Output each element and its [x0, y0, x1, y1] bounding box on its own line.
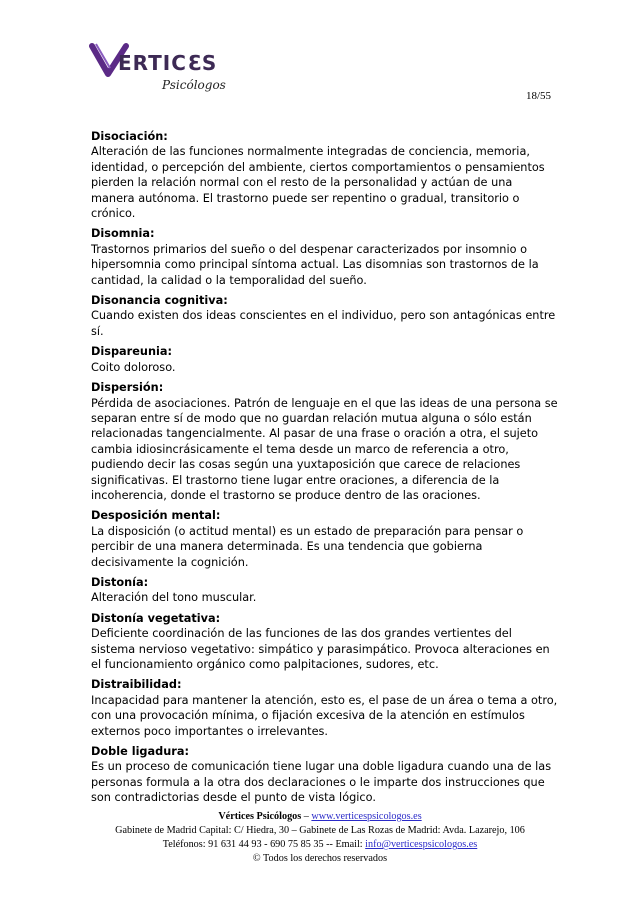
footer-website-link[interactable]: www.verticespsicologos.es — [311, 811, 422, 822]
entry-definition: Alteración del tono muscular. — [91, 591, 257, 605]
entry-definition: Pérdida de asociaciones. Patrón de lenguaje en el que las ideas de una persona se separan entre sí de modo que no guardan relación mutua alguna o sólo están relacionadas tangencialmente. Al pasar de una frase o oración a otra, el sujeto cambia idiosincrásicamente el tema desde un marco de referencia a otro, pudiendo decir las cosas según una yuxtaposición que carece de relaciones significativas. El trastorno tiene lugar entre oraciones, a diferencia de la incoherencia, donde el trastorno se produce dentro de las oraciones. — [91, 396, 558, 502]
entry-definition: Cuando existen dos ideas conscientes en el individuo, pero son antagónicas entre sí. — [91, 309, 556, 338]
glossary-entry — [91, 677, 559, 739]
glossary-content — [91, 129, 559, 811]
entry-term: Disomnia: — [91, 227, 155, 241]
glossary-entry — [91, 129, 559, 221]
footer-company: Vértices Psicólogos — [218, 811, 302, 822]
footer-email-link[interactable]: info@verticespsicologos.es — [365, 839, 478, 850]
entry-term: Desposición mental: — [91, 509, 221, 523]
glossary-entry — [91, 575, 559, 606]
glossary-entry — [91, 611, 559, 673]
footer-copyright: © Todos los derechos reservados — [252, 853, 388, 864]
entry-term: Doble ligadura: — [91, 745, 189, 759]
entry-term: Distonía: — [91, 575, 149, 589]
glossary-entry — [91, 226, 559, 288]
entry-term: Disociación: — [91, 130, 168, 143]
glossary-entry — [91, 380, 559, 503]
footer-phones: Teléfonos: 91 631 44 93 - 690 75 85 35 -- Email: — [162, 839, 366, 850]
logo-subtitle: Psicólogos — [162, 78, 226, 92]
entry-term: Disonancia cognitiva: — [91, 294, 228, 308]
entry-definition: Es un proceso de comunicación tiene lugar una doble ligadura cuando una de las personas formula a la otra dos declaraciones o le imparte dos instrucciones que son contradictorias desde el punto de vista lógico. — [91, 760, 552, 805]
page-number: 18/55 — [525, 90, 551, 102]
logo-graphic — [88, 42, 238, 102]
entry-definition: Incapacidad para mantener la atención, esto es, el pase de un área o tema a otro, con una provocación mínima, o fijación excesiva de la atención en estímulos externos poco importantes o irrelevantes. — [91, 693, 558, 738]
logo-word: ERTIC — [118, 51, 187, 75]
glossary-entry — [91, 744, 559, 806]
entry-definition: Trastornos primarios del sueño o del despenar caracterizados por insomnio o hipersomnia como principal síntoma actual. Las disomnias son trastornos de la cantidad, la calidad o la temporalidad del sueño. — [91, 242, 539, 287]
entry-term: Dispareunia: — [91, 345, 173, 359]
entry-term: Distraibilidad: — [91, 678, 182, 692]
footer-contact-line — [80, 838, 560, 852]
entry-definition: La disposición (o actitud mental) es un estado de preparación para pensar o percibir de una manera determinada. Es una tendencia que gobierna decisivamente la cognición. — [91, 524, 524, 569]
entry-term: Distonía vegetativa: — [91, 611, 221, 625]
page-footer — [80, 810, 560, 866]
glossary-entry — [91, 293, 559, 339]
glossary-entry — [91, 344, 559, 375]
entry-definition: Deficiente coordinación de las funciones de las dos grandes vertientes del sistema nervioso vegetativo: simpático y parasimpático. Provoca alteraciones en el funcionamiento orgánico como palpitaciones, sudores, etc. — [91, 627, 550, 671]
entry-term: Dispersión: — [91, 381, 164, 395]
footer-dash: – — [301, 811, 312, 822]
footer-company-line — [80, 810, 560, 824]
footer-address: Gabinete de Madrid Capital: C/ Hiedra, 30 – Gabinete de Las Rozas de Madrid: Avda. Lazarejo, 106 — [115, 825, 525, 836]
svg-text:ƐS: ƐS — [188, 51, 217, 75]
entry-definition: Alteración de las funciones normalmente integradas de conciencia, memoria, identidad, o percepción del ambiente, ciertos comportamientos o pensamientos pierden la relación normal con el resto de la personalidad y actúan de una manera autónoma. El trastorno puede ser repentino o gradual, transitorio o crónico. — [91, 145, 545, 221]
logo — [88, 42, 238, 102]
entry-definition: Coito doloroso. — [91, 360, 176, 374]
glossary-entry — [91, 508, 559, 570]
